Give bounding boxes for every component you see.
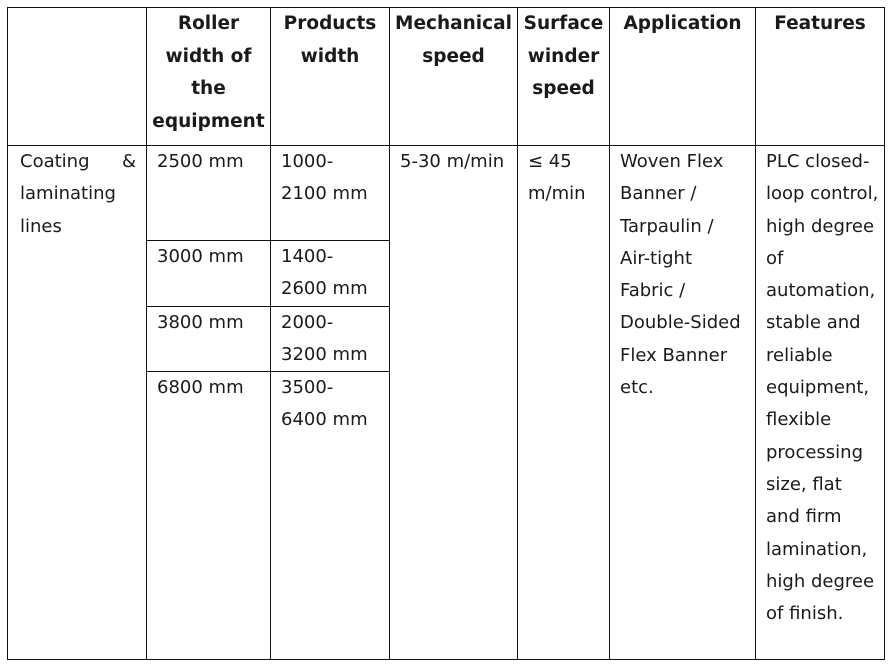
roller-width-cell: 6800 mm xyxy=(147,372,271,660)
header-blank xyxy=(8,8,147,146)
surface-winder-speed-cell: ≤ 45 m/min xyxy=(518,146,610,660)
line-name-cell: Coating & laminating lines xyxy=(8,146,147,660)
products-width-cell: 3500-6400 mm xyxy=(271,372,390,660)
header-products-width: Products width xyxy=(271,8,390,146)
products-width-cell: 1400-2600 mm xyxy=(271,241,390,307)
roller-width-cell: 2500 mm xyxy=(147,146,271,241)
header-features: Features xyxy=(756,8,885,146)
products-width-cell: 2000-3200 mm xyxy=(271,306,390,372)
header-roller-width: Roller width of the equipment xyxy=(147,8,271,146)
spec-table xyxy=(7,7,885,660)
header-row xyxy=(8,8,885,146)
products-width-cell: 1000-2100 mm xyxy=(271,146,390,241)
header-application: Application xyxy=(610,8,756,146)
header-surface-winder-speed: Surface winder speed xyxy=(518,8,610,146)
roller-width-cell: 3800 mm xyxy=(147,306,271,372)
spec-table-wrapper xyxy=(7,7,885,660)
header-mechanical-speed: Mechanical speed xyxy=(390,8,518,146)
roller-width-cell: 3000 mm xyxy=(147,241,271,307)
application-cell: Woven Flex Banner / Tarpaulin / Air-tight Fabric / Double-Sided Flex Banner etc. xyxy=(610,146,756,660)
features-cell: PLC closed-loop control, high degree of automation, stable and reliable equipment, flexible processing size, flat and firm lamination, high degree of finish. xyxy=(756,146,885,660)
table-row xyxy=(8,146,885,241)
mechanical-speed-cell: 5-30 m/min xyxy=(390,146,518,660)
